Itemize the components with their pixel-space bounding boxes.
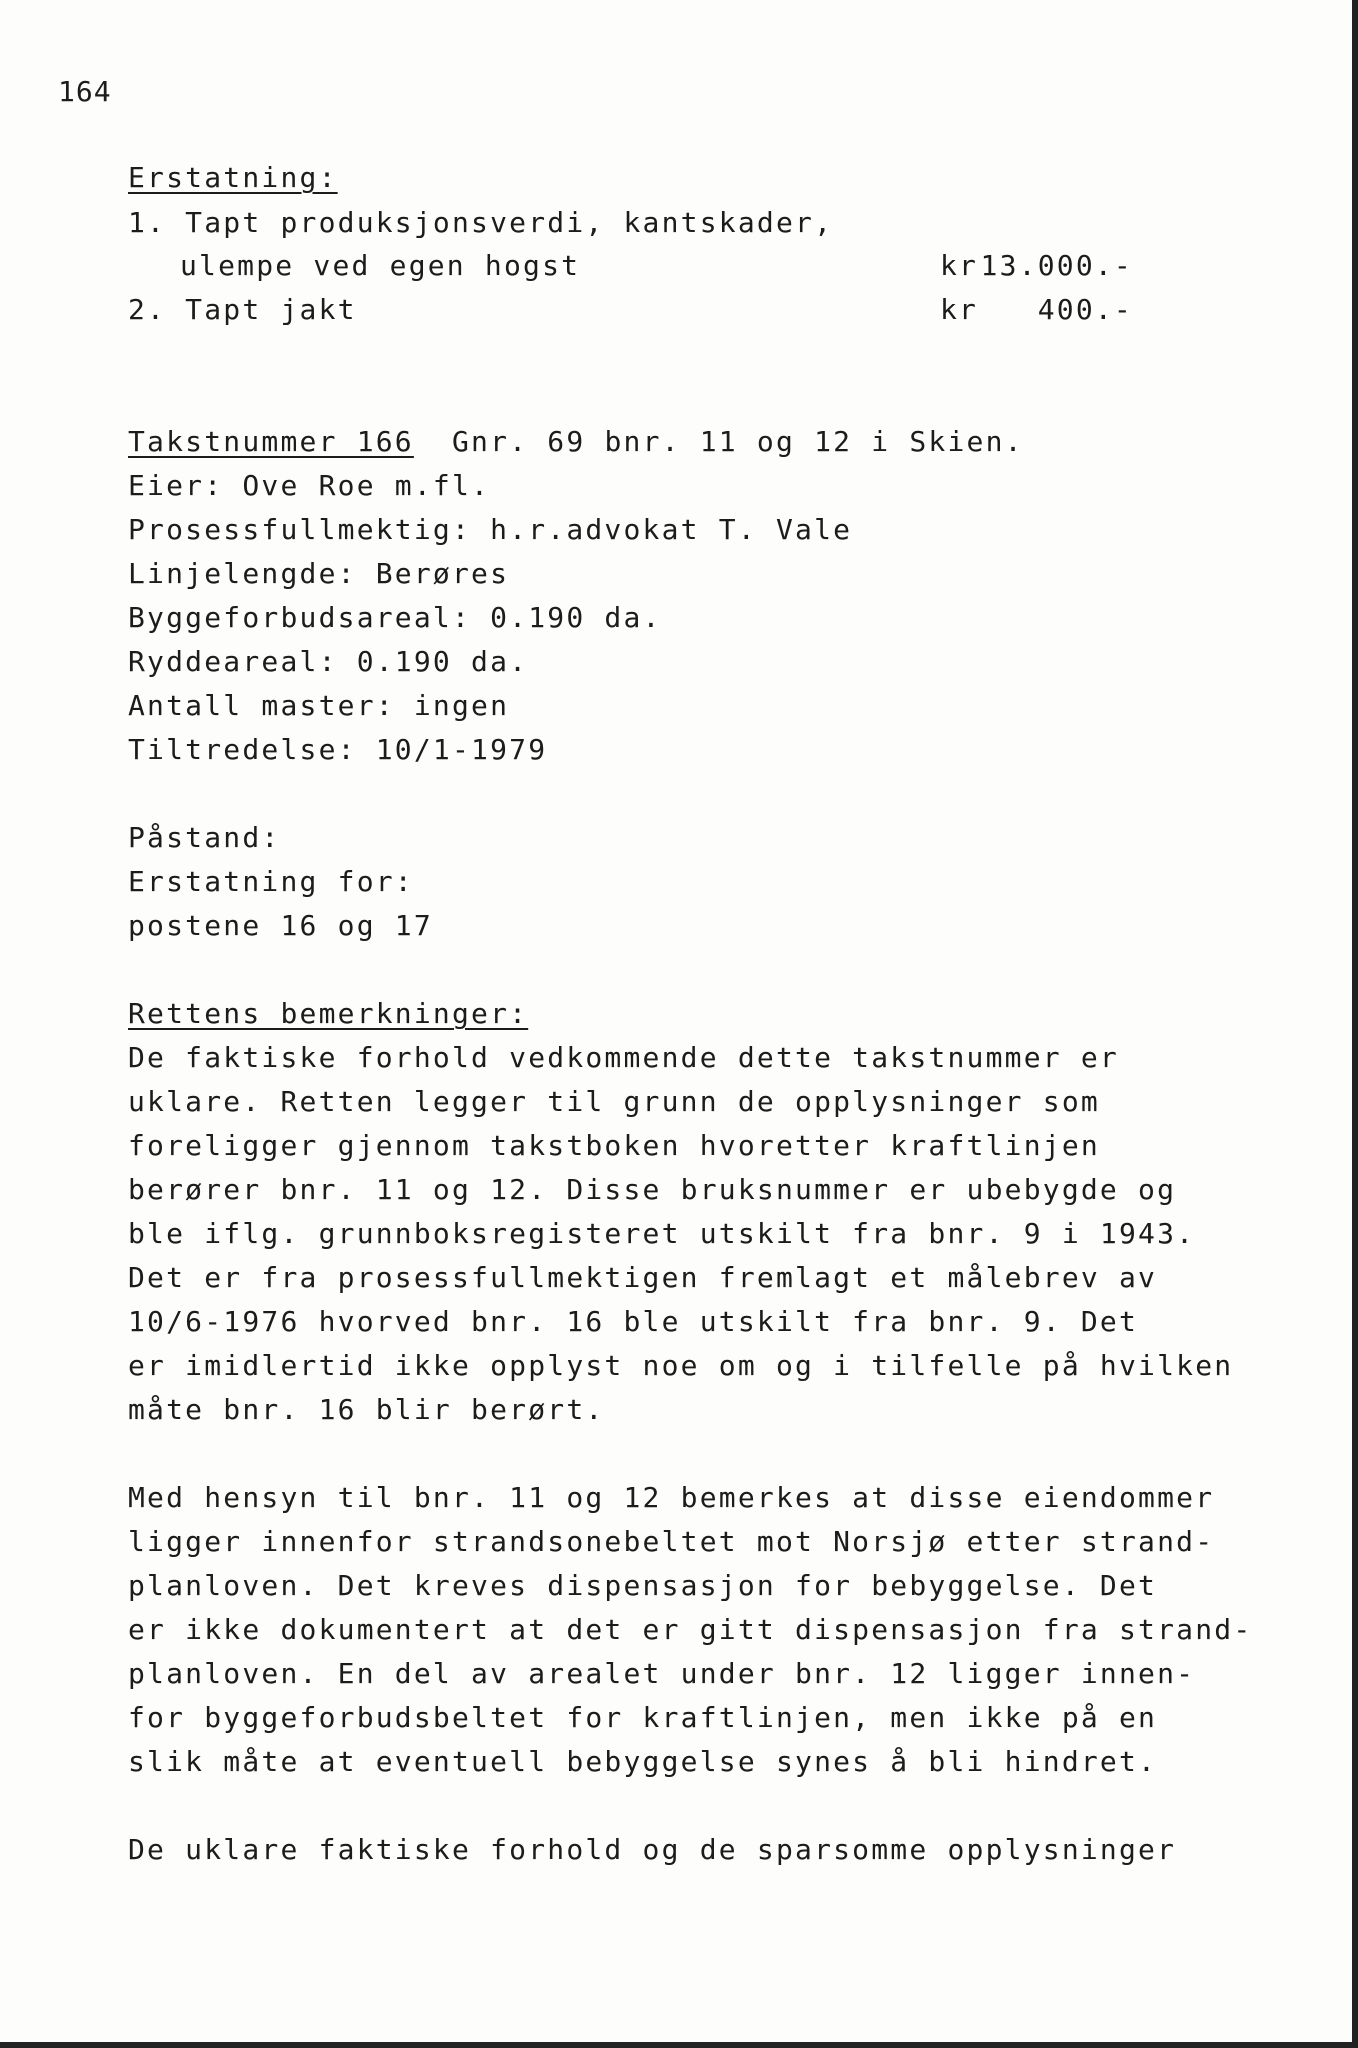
remarks-p1-line: berører bnr. 11 og 12. Disse bruksnummer er ubebygde og — [128, 1173, 1177, 1206]
compensation-heading: Erstatning: — [128, 161, 338, 194]
remarks-p2-line: er ikke dokumentert at det er gitt dispensasjon fra strand- — [128, 1613, 1253, 1646]
remarks-p1-line: uklare. Retten legger til grunn de opplysninger som — [128, 1085, 1100, 1118]
case-number: Takstnummer 166 — [128, 425, 414, 458]
remarks-p3-line: De uklare faktiske forhold og de sparsomme opplysninger — [128, 1833, 1177, 1866]
case-building-ban-area: Byggeforbudsareal: 0.190 da. — [128, 601, 662, 634]
remarks-p2-line: planloven. Det kreves dispensasjon for bebyggelse. Det — [128, 1569, 1158, 1602]
case-clearing-area: Ryddeareal: 0.190 da. — [128, 645, 529, 678]
compensation-item-2-amount: 400.- — [1037, 293, 1133, 326]
page-number: 164 — [58, 75, 112, 108]
compensation-item-1-line-2: ulempe ved egen hogst — [180, 249, 581, 282]
remarks-p2-line: Med hensyn til bnr. 11 og 12 bemerkes at disse eiendommer — [128, 1481, 1215, 1514]
claim-line-2: postene 16 og 17 — [128, 909, 433, 942]
remarks-p1-line: 10/6-1976 hvorved bnr. 16 ble utskilt fra bnr. 9. Det — [128, 1305, 1139, 1338]
compensation-item-1-line-1: 1. Tapt produksjonsverdi, kantskader, — [128, 206, 834, 239]
case-header — [128, 424, 1024, 460]
case-masts: Antall master: ingen — [128, 689, 510, 722]
case-property: Gnr. 69 bnr. 11 og 12 i Skien. — [452, 425, 1024, 458]
compensation-item-1-currency: kr — [940, 249, 979, 282]
compensation-item-2-currency: kr — [940, 293, 979, 326]
compensation-item-1-amount: 13.000.- — [980, 249, 1133, 282]
remarks-p2-line: ligger innenfor strandsonebeltet mot Norsjø etter strand- — [128, 1525, 1215, 1558]
remarks-p1-line: Det er fra prosessfullmektigen fremlagt et målebrev av — [128, 1261, 1158, 1294]
case-line-length: Linjelengde: Berøres — [128, 557, 510, 590]
remarks-p1-line: foreligger gjennom takstboken hvoretter kraftlinjen — [128, 1129, 1100, 1162]
remarks-p1-line: De faktiske forhold vedkommende dette takstnummer er — [128, 1041, 1119, 1074]
case-entry: Tiltredelse: 10/1-1979 — [128, 733, 548, 766]
claim-heading: Påstand: — [128, 821, 281, 854]
case-attorney: Prosessfullmektig: h.r.advokat T. Vale — [128, 513, 853, 546]
remarks-heading: Rettens bemerkninger: — [128, 997, 529, 1030]
remarks-p1-line: måte bnr. 16 blir berørt. — [128, 1393, 605, 1426]
remarks-p1-line: ble iflg. grunnboksregisteret utskilt fra bnr. 9 i 1943. — [128, 1217, 1196, 1250]
compensation-item-2-label: 2. Tapt jakt — [128, 293, 357, 326]
case-owner: Eier: Ove Roe m.fl. — [128, 469, 491, 502]
remarks-p1-line: er imidlertid ikke opplyst noe om og i tilfelle på hvilken — [128, 1349, 1234, 1382]
remarks-p2-line: planloven. En del av arealet under bnr. 12 ligger innen- — [128, 1657, 1196, 1690]
claim-line-1: Erstatning for: — [128, 865, 414, 898]
remarks-p2-line: slik måte at eventuell bebyggelse synes å bli hindret. — [128, 1745, 1158, 1778]
remarks-p2-line: for byggeforbudsbeltet for kraftlinjen, men ikke på en — [128, 1701, 1158, 1734]
